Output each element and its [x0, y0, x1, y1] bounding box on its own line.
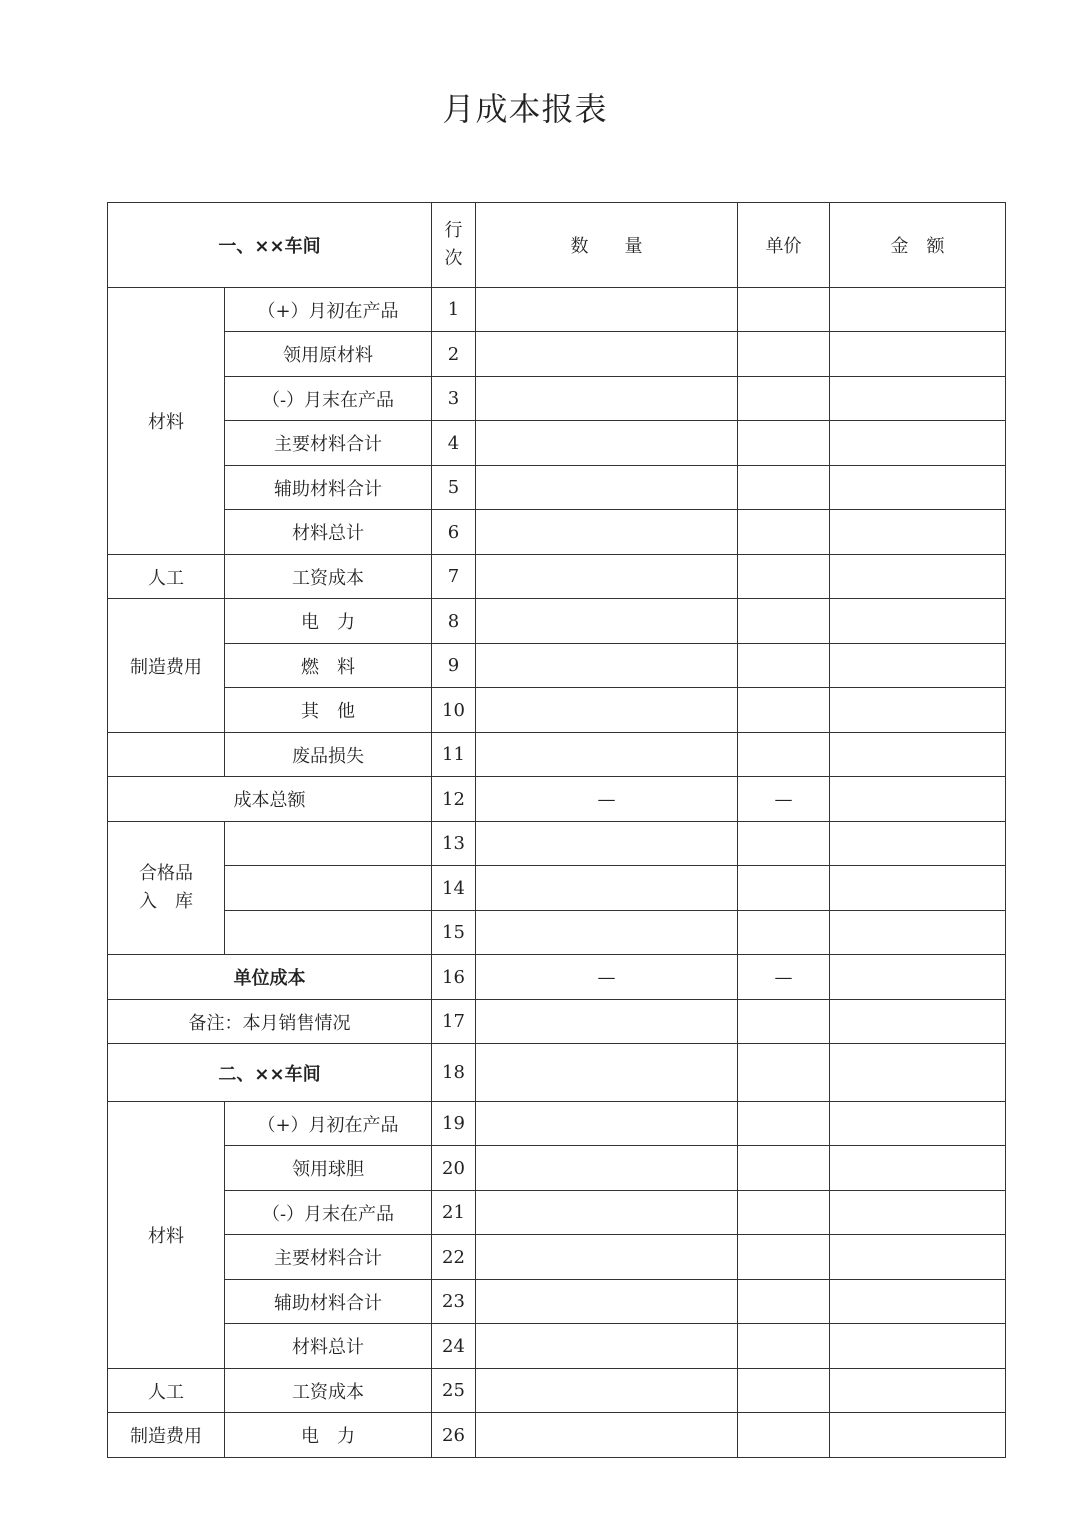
unit-price-cell[interactable]	[738, 1235, 830, 1280]
row-item: 辅助材料合计	[225, 1280, 432, 1324]
table-row	[108, 332, 1006, 377]
amount-cell[interactable]	[830, 911, 1006, 955]
table-row	[108, 1102, 1006, 1146]
table-row	[108, 599, 1006, 644]
table-row	[108, 1146, 1006, 1191]
row-number: 22	[432, 1235, 476, 1280]
quantity-cell[interactable]	[476, 288, 738, 332]
amount-cell[interactable]	[830, 599, 1006, 644]
quantity-cell[interactable]	[476, 1044, 738, 1102]
quantity-cell[interactable]	[476, 1413, 738, 1458]
group-overhead: 制造费用	[108, 599, 225, 733]
row-item[interactable]	[225, 866, 432, 911]
quantity-cell[interactable]	[476, 555, 738, 599]
table-row	[108, 1324, 1006, 1369]
unit-price-cell[interactable]	[738, 466, 830, 510]
quantity-cell[interactable]	[476, 1102, 738, 1146]
row-number: 25	[432, 1369, 476, 1413]
amount-cell[interactable]	[830, 777, 1006, 822]
quantity-cell[interactable]	[476, 1369, 738, 1413]
amount-cell[interactable]	[830, 377, 1006, 421]
row-number: 10	[432, 688, 476, 733]
unit-price-cell[interactable]	[738, 377, 830, 421]
amount-cell[interactable]	[830, 510, 1006, 555]
amount-cell[interactable]	[830, 955, 1006, 1000]
row-number: 26	[432, 1413, 476, 1458]
quantity-cell[interactable]	[476, 688, 738, 733]
row-item: （+）月初在产品	[225, 1102, 432, 1146]
unit-price-cell[interactable]	[738, 1369, 830, 1413]
table-row	[108, 1000, 1006, 1044]
unit-price-cell[interactable]	[738, 822, 830, 866]
table-row	[108, 822, 1006, 866]
unit-price-cell[interactable]	[738, 1191, 830, 1235]
row-number: 16	[432, 955, 476, 1000]
quantity-cell[interactable]	[476, 466, 738, 510]
amount-cell[interactable]	[830, 1413, 1006, 1458]
table-row	[108, 1413, 1006, 1458]
row-number: 17	[432, 1000, 476, 1044]
row-item[interactable]	[225, 822, 432, 866]
unit-price-header: 单价	[738, 203, 830, 288]
amount-cell[interactable]	[830, 1000, 1006, 1044]
row-item: （+）月初在产品	[225, 288, 432, 332]
table-row	[108, 1191, 1006, 1235]
table-row	[108, 688, 1006, 733]
row-number: 9	[432, 644, 476, 688]
quantity-cell[interactable]	[476, 332, 738, 377]
row-item[interactable]	[225, 911, 432, 955]
row-number: 21	[432, 1191, 476, 1235]
amount-cell[interactable]	[830, 1191, 1006, 1235]
quantity-cell[interactable]	[476, 599, 738, 644]
row-item: 材料总计	[225, 1324, 432, 1369]
table-row	[108, 421, 1006, 466]
unit-price-cell[interactable]	[738, 1413, 830, 1458]
row-item: 领用球胆	[225, 1146, 432, 1191]
row-number: 12	[432, 777, 476, 822]
row-item: 辅助材料合计	[225, 466, 432, 510]
unit-price-cell[interactable]	[738, 688, 830, 733]
table-row	[108, 1044, 1006, 1102]
table-row	[108, 866, 1006, 911]
group-qualified-line2: 入 库	[139, 891, 193, 912]
amount-cell[interactable]	[830, 421, 1006, 466]
unit-price-cell[interactable]	[738, 644, 830, 688]
quantity-cell[interactable]	[476, 1280, 738, 1324]
table-header-row	[108, 203, 1006, 288]
table-row	[108, 733, 1006, 777]
table-row	[108, 644, 1006, 688]
row-item: 燃 料	[225, 644, 432, 688]
cost-report-table	[107, 202, 1006, 1458]
group-overhead-2: 制造费用	[108, 1413, 225, 1458]
amount-header: 金 额	[830, 203, 1006, 288]
row-number: 7	[432, 555, 476, 599]
row-number: 20	[432, 1146, 476, 1191]
row-number: 23	[432, 1280, 476, 1324]
table-row	[108, 466, 1006, 510]
amount-cell[interactable]	[830, 1280, 1006, 1324]
quantity-cell[interactable]	[476, 1324, 738, 1369]
row-number: 13	[432, 822, 476, 866]
amount-cell[interactable]	[830, 866, 1006, 911]
unit-price-cell[interactable]	[738, 332, 830, 377]
quantity-cell[interactable]	[476, 822, 738, 866]
quantity-cell[interactable]	[476, 1191, 738, 1235]
table-row	[108, 555, 1006, 599]
group-qualified	[108, 822, 225, 955]
row-number: 15	[432, 911, 476, 955]
quantity-cell[interactable]	[476, 510, 738, 555]
row-number: 24	[432, 1324, 476, 1369]
unit-price-cell[interactable]	[738, 1102, 830, 1146]
row-number: 14	[432, 866, 476, 911]
amount-cell[interactable]	[830, 288, 1006, 332]
amount-cell[interactable]	[830, 1369, 1006, 1413]
row-number-header-line1: 行	[444, 220, 463, 241]
row-item: 材料总计	[225, 510, 432, 555]
quantity-cell[interactable]	[476, 644, 738, 688]
unit-price-cell[interactable]	[738, 866, 830, 911]
row-number: 2	[432, 332, 476, 377]
group-material: 材料	[108, 288, 225, 555]
quantity-cell[interactable]	[476, 377, 738, 421]
row-item: 工资成本	[225, 1369, 432, 1413]
unit-price-cell[interactable]	[738, 1000, 830, 1044]
row-item: 电 力	[225, 1413, 432, 1458]
row-number: 11	[432, 733, 476, 777]
row-number: 1	[432, 288, 476, 332]
row-number: 6	[432, 510, 476, 555]
unit-price-cell[interactable]	[738, 1324, 830, 1369]
row-item: 领用原材料	[225, 332, 432, 377]
row-number: 19	[432, 1102, 476, 1146]
table-row	[108, 1280, 1006, 1324]
unit-price-cell[interactable]	[738, 1280, 830, 1324]
row-item: 主要材料合计	[225, 1235, 432, 1280]
unit-price-cell[interactable]	[738, 510, 830, 555]
quantity-cell[interactable]	[476, 911, 738, 955]
row-number: 3	[432, 377, 476, 421]
row-number: 5	[432, 466, 476, 510]
row-item: 工资成本	[225, 555, 432, 599]
quantity-header: 数 量	[476, 203, 738, 288]
empty-group-cell	[108, 733, 225, 777]
unit-price-cell[interactable]	[738, 288, 830, 332]
table-row	[108, 377, 1006, 421]
amount-cell[interactable]	[830, 1324, 1006, 1369]
amount-cell[interactable]	[830, 688, 1006, 733]
group-material-2: 材料	[108, 1102, 225, 1369]
row-item: （-）月末在产品	[225, 1191, 432, 1235]
quantity-cell[interactable]	[476, 866, 738, 911]
unit-price-cell[interactable]	[738, 911, 830, 955]
table-row	[108, 288, 1006, 332]
quantity-cell[interactable]	[476, 421, 738, 466]
quantity-cell: —	[476, 777, 738, 822]
quantity-cell[interactable]	[476, 733, 738, 777]
row-number-header	[432, 203, 476, 288]
page-title: 月成本报表	[442, 90, 608, 128]
section-one-title: 一、××车间	[108, 203, 432, 288]
row-item-unit-cost: 单位成本	[108, 955, 432, 1000]
unit-price-cell: —	[738, 955, 830, 1000]
amount-cell[interactable]	[830, 1235, 1006, 1280]
quantity-cell[interactable]	[476, 1146, 738, 1191]
quantity-cell[interactable]	[476, 1000, 738, 1044]
row-item-remarks: 备注：本月销售情况	[108, 1000, 432, 1044]
table-row	[108, 777, 1006, 822]
amount-cell[interactable]	[830, 1102, 1006, 1146]
unit-price-cell[interactable]	[738, 555, 830, 599]
unit-price-cell[interactable]	[738, 1146, 830, 1191]
row-number: 8	[432, 599, 476, 644]
quantity-cell[interactable]	[476, 1235, 738, 1280]
table-row	[108, 911, 1006, 955]
section-two-title: 二、××车间	[108, 1044, 432, 1102]
quantity-cell: —	[476, 955, 738, 1000]
amount-cell[interactable]	[830, 466, 1006, 510]
row-number: 18	[432, 1044, 476, 1102]
table-row	[108, 510, 1006, 555]
unit-price-cell[interactable]	[738, 599, 830, 644]
table-row	[108, 1235, 1006, 1280]
row-number: 4	[432, 421, 476, 466]
amount-cell[interactable]	[830, 1044, 1006, 1102]
table-row	[108, 1369, 1006, 1413]
amount-cell[interactable]	[830, 332, 1006, 377]
row-item: 电 力	[225, 599, 432, 644]
unit-price-cell[interactable]	[738, 1044, 830, 1102]
row-item: 废品损失	[225, 733, 432, 777]
group-labor-2: 人工	[108, 1369, 225, 1413]
row-item-total-cost: 成本总额	[108, 777, 432, 822]
amount-cell[interactable]	[830, 733, 1006, 777]
amount-cell[interactable]	[830, 555, 1006, 599]
unit-price-cell[interactable]	[738, 421, 830, 466]
amount-cell[interactable]	[830, 822, 1006, 866]
row-item: 其 他	[225, 688, 432, 733]
unit-price-cell: —	[738, 777, 830, 822]
amount-cell[interactable]	[830, 644, 1006, 688]
row-item: 主要材料合计	[225, 421, 432, 466]
group-qualified-line1: 合格品	[139, 863, 193, 884]
table-row	[108, 955, 1006, 1000]
amount-cell[interactable]	[830, 1146, 1006, 1191]
row-item: （-）月末在产品	[225, 377, 432, 421]
unit-price-cell[interactable]	[738, 733, 830, 777]
row-number-header-line2: 次	[444, 248, 463, 269]
group-labor: 人工	[108, 555, 225, 599]
